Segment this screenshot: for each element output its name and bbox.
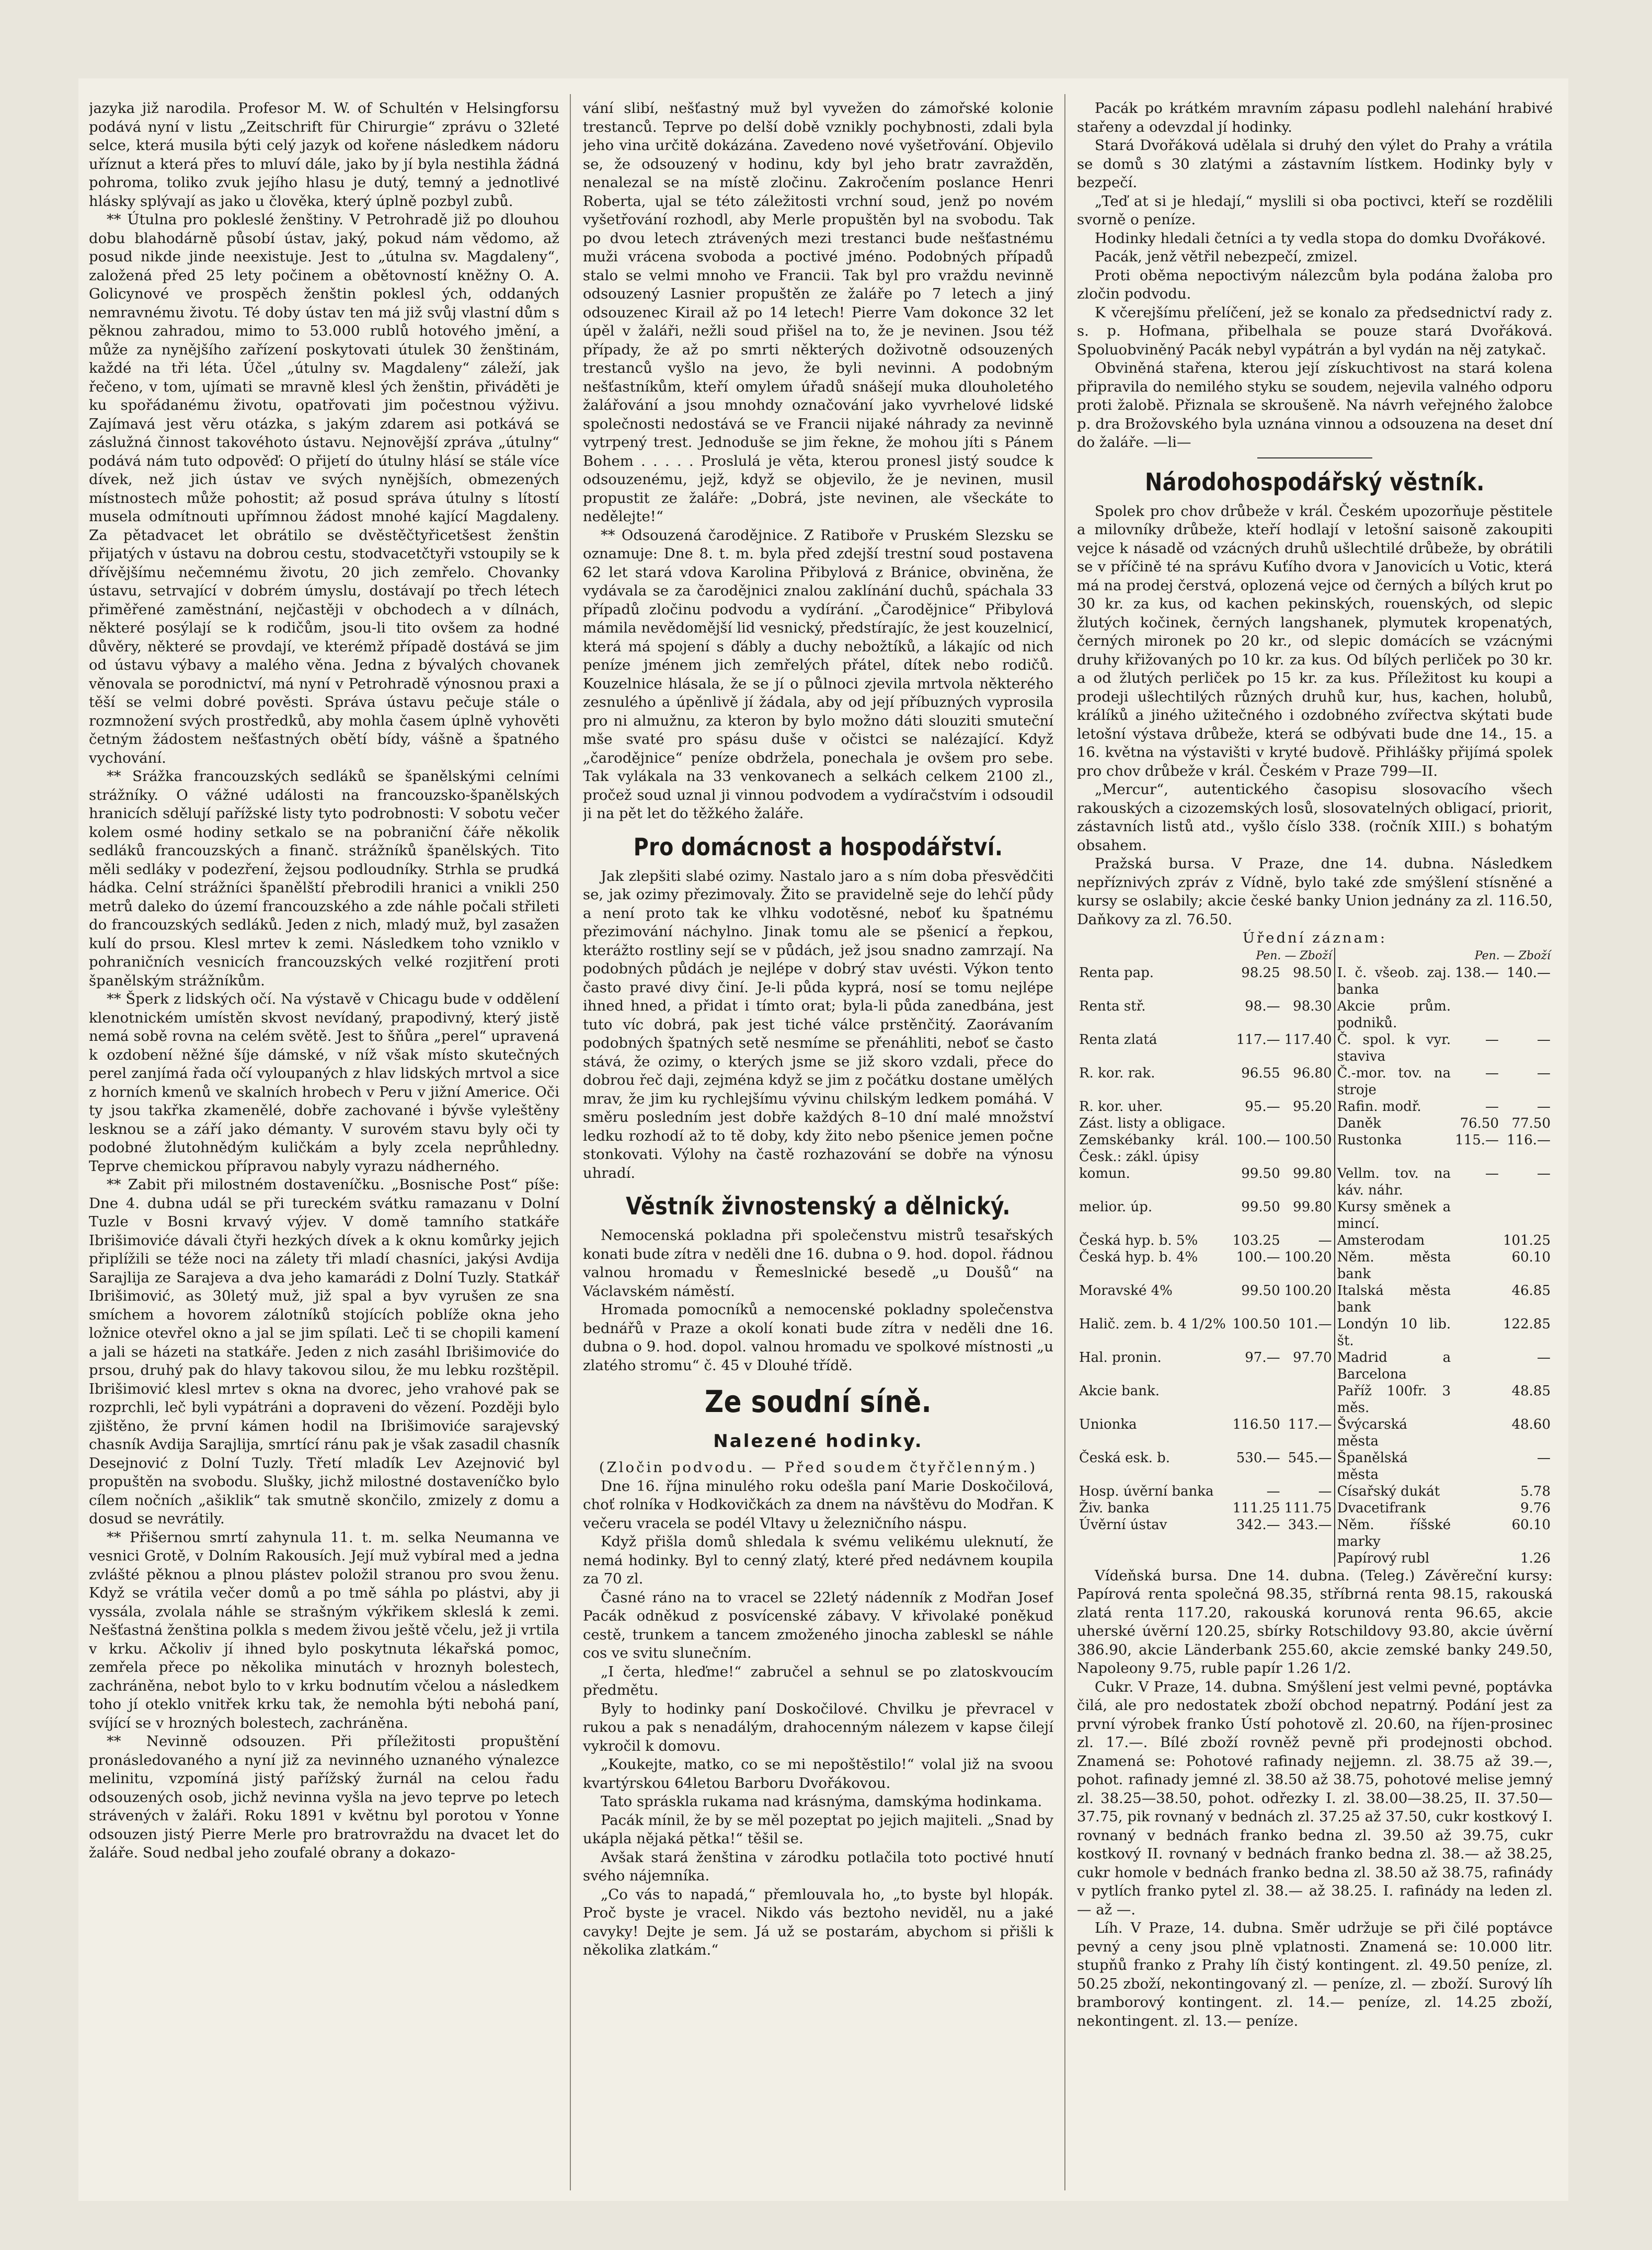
rates-cell (1453, 1232, 1501, 1249)
rates-cell (1453, 1282, 1501, 1316)
rates-cell: Švýcarská města (1337, 1416, 1407, 1449)
article-paragraph: ** Odsouzená čarodějnice. Z Ratiboře v Pruském Slezsku se oznamuje: Dne 8. t. m. byla před zdejší trestní soud postavena 62 let stará vdova Karolina Přibylová z Bránice, obviněna, že vydávala se za čarodějnici znalou zaklínání duchů, spáchala 33 případů zločinu podvodu a vydírání. „Čarodějnice“ Přibylová mámila nevědomější lid vesnický, předstírajíc, že jest kouzelnicí, která má spojení s ďábly a duchy nebožtíků, a lákajíc od nich peníze jménem jich zemřelých přátel, dítek nebo rodičů. Kouzelnice hlásala, že se jí o půlnoci zjevila mrtvola některého zesnulého a úpěnlivě jí žádala, aby od její příbuzných vyprosila pro ni almužnu, za kteron by bylo možno dáti slouziti smuteční mše svaté pro spásu duše v očistci se nalézající. Když „čarodějnice“ peníze obdržela, ponechala je ovšem pro sebe. Tak vylákala na 33 venkovanech a selkách celkem 2100 zl., pročež soud uznal ji vinnou podvodem a vydíračstvím i odsoudil ji na pět let do těžkého žaláře. (583, 526, 1053, 822)
rates-cell: 99.50 (1241, 1282, 1280, 1299)
rates-cell: — (1485, 1065, 1499, 1081)
rates-cell (1453, 1349, 1501, 1383)
rates-cell (1282, 1115, 1335, 1132)
rates-cell: — (1485, 1165, 1499, 1181)
rates-cell: Vellm. tov. na káv. náhr. (1337, 1165, 1451, 1198)
rates-cell: 48.60 (1511, 1416, 1551, 1432)
rates-cell: 9.76 (1520, 1500, 1551, 1516)
rates-cell: 60.10 (1511, 1249, 1551, 1265)
rates-table (1077, 948, 1553, 1567)
article-paragraph: jazyka již narodila. Profesor M. W. of Schultén v Helsingforsu podává nyní v listu „Zeitschrift für Chirurgie“ zprávu o 32leté selce, která musila býti celý jazyk od kořene následkem nádoru uříznut a která přes to mluví dále, jako by jí byla nestihla žádná pohroma, toliko zvuk jejího hlasu je dutý, temný a jednotlivé hlásky splývají as jako u člověka, který úplně pozbyl zubů. (89, 100, 559, 210)
rates-cell: Rafin. modř. (1337, 1098, 1421, 1115)
rates-cell: Živ. banka (1079, 1500, 1150, 1516)
rates-cell: Česká esk. b. (1079, 1450, 1171, 1466)
rates-cell: 100.50 (1232, 1316, 1280, 1332)
rates-header-cell: Pen. — Zboží (1231, 948, 1335, 965)
rates-cell (1282, 1383, 1335, 1416)
rates-cell: 46.85 (1511, 1282, 1551, 1299)
rates-cell (1453, 1316, 1501, 1349)
article-paragraph: Spolek pro chov drůbeže v král. Českém upozorňuje pěstitele a milovníky drůbeže, kteří hodlají v letošní saisoně zakoupiti vejce k násadě od vzácných druhů ušlechtilé drůbeže, by obrátili se v příčině té na správu Kuťího dvora v Janovicích u Votic, která má na prodej čerstvá, oplozená vejce od černých a bílých krut po 30 kr. za kus, od kachen pekinských, rouenských, od slepic žlutých kočinek, černých langshanek, plymutek kropenatých, černých mironek po 20 kr., od slepic domácích se vzácnými druhy křižovaných po 10 kr. za kus. Od bílých perliček po 30 kr. a od žlutých perliček po 15 kr. za kus. Příležitost ku koupi a prodeji ušlechtilých různých druhů kur, hus, kachen, holubů, králíků a jiného užitečného i ozdobného zvířectva skýtati bude letošní výstava drůbeže, která se odbývati bude dne 14., 15. a 16. května na výstavišti v kryté budově. Přihlášky přijímá spolek pro chov drůbeže v král. Českém v Praze 799—II. (1077, 502, 1553, 779)
rates-title: Úřední záznam: (1242, 929, 1387, 946)
rates-cell: Úvěrní ústav (1079, 1517, 1167, 1533)
article-paragraph: ** Srážka francouzských sedláků se španělskými celními strážníky. O vážné události na francouzsko-španělských hranicích sdělují pařížské listy tyto podrobnosti: V sobotu večer kolem osmé hodiny setkalo se na pobraniční čáře několik sedláků francouzských a finanč. strážníků španělských. Tito měli sedláky v podezření, žejsou podloudníky. Strhla se prudká hádka. Celní strážníci španělští přebrodili hranici a vnikli 250 metrů daleko do území francouzského a zde náhle počali střileti do francouzských sedláků. Jeden z nich, mladý muž, byl zasažen kulí do prsou. Klesl mrtev k zemi. Následkem toho vzniklo v pohraničních vesnicích francouzských velké rozjitření proti španělským strážníkům. (89, 768, 559, 989)
rates-cell (1231, 1383, 1282, 1416)
rates-row (1077, 1132, 1553, 1165)
column-1 (89, 99, 559, 2185)
rates-cell: Rustonka (1337, 1132, 1402, 1148)
rates-cell (1453, 1416, 1501, 1450)
rates-cell: Kursy směnek a mincí. (1337, 1199, 1451, 1232)
rates-cell: Císařský dukát (1337, 1483, 1440, 1499)
rates-cell: 122.85 (1503, 1316, 1551, 1332)
article-paragraph: Vídeňská bursa. Dne 14. dubna. (Teleg.) Závěreční kursy: Papírová renta společná 98.35, stříbrná renta 98.15, rakouská zlatá renta 117.20, rakouská korunová renta 96.65, akcie uherské úvěrní 120.25, sbírky Rotschildovy 93.80, akcie úvěrní 386.90, akcie Länderbank 255.60, akcie zemské banky 249.50, Napoleony 9.75, ruble papír 1.26 1/2. (1077, 1567, 1553, 1677)
rates-row (1077, 965, 1553, 998)
rates-cell: Unionka (1079, 1416, 1137, 1432)
section-heading-zivnost: Věstník živnostenský a dělnický. (626, 1192, 1011, 1220)
rates-cell: 116.50 (1232, 1416, 1280, 1432)
rates-cell: 100.— (1236, 1132, 1280, 1148)
article-paragraph: Avšak stará ženština v zárodku potlačila toto poctivé hnutí svého nájemníka. (583, 1849, 1053, 1884)
rates-row (1077, 1115, 1553, 1132)
article-paragraph: ** Zabit při milostném dostaveníčku. „Bosnische Post“ píše: Dne 4. dubna udál se při tureckém svátku ramazanu v Dolní Tuzle v Bosni krvavý výjev. V domě tamního statkáře Ibrišimoviće dávali čtyři hezkých dívek a k oknu komůrky jejich připlížili se téže noci na zálety tři mladí chasníci, jakýsi Avdija Sarajlija ze Sarajeva a dva jeho kamarádi z Dolní Tuzly. Statkář Ibrišimović, as 30letý muž, již spal a byv vyrušen ze sna smíchem a hovorem zálotníků stojících poblíže okna jeho ložnice otevřel okno a jal se jim spílati. Leč ti se chopili kamení a jali se házeti na statkáře. Jeden z nich zasáhl Ibrišimoviće do prsou, druhý pak do hlavy takovou silou, že mu lebku rozštěpil. Ibrišimović klesl mrtev s okna na dvorec, jeho vrahové pak se rozprchli, leč byli vypátráni a dopraveni do vězení. Později bylo zjištěno, že první kámen hodil na Ibrišimoviće sarajevský chasník Avdija Sarajlija, smrtící ránu pak je však zasadil chasník Desejnović z Dolní Tuzly. Třetí mladík Lev Azejnović byl propuštěn na svobodu. Slušky, jichž milostné dostaveníčko bylo cílem nočních „ašiklik“ tak smutně skončilo, zmizely z domu a dosud se nevrátily. (89, 1176, 559, 1527)
rates-cell: 98.25 (1241, 965, 1280, 981)
article-paragraph: Pacák po krátkém mravním zápasu podlehl nalehání hrabivé stařeny a odevzdal jí hodinky. (1077, 100, 1553, 135)
rates-row (1077, 1416, 1553, 1450)
rates-cell: Londýn 10 lib. št. (1337, 1316, 1451, 1349)
article-paragraph: Stará Dvořáková udělala si druhý den výlet do Prahy a vrátila se domů s 30 zlatými a zástavním lístkem. Hodinky byly v bezpečí. (1077, 137, 1553, 191)
rates-row (1077, 1249, 1553, 1282)
rates-cell: 99.80 (1282, 1199, 1335, 1232)
rates-cell: Renta pap. (1079, 965, 1154, 981)
article-paragraph: vání slibí, nešťastný muž byl vyvežen do zámořské kolonie trestanců. Teprve po delší době vznikly pochybnosti, zdali byla jeho vina určitě dokázána. Zavedeno nové vyšetřování. Objevilo se, že odsouzený v hodinu, kdy byl jeho bratr zavražděn, nenalezal se na místě zločinu. Zakročením poslance Henri Roberta, ujal se této záležitosti vrchní soud, jenž po novém vyšetřování rozhodl, aby Merle propuštěn byl na svobodu. Tak po dvou letech ztrávených mezi trestanci bude nešťastnému muži vrácena svoboda a poctivé jméno. Podobných případů stalo se velmi mnoho ve Francii. Tak byl pro vraždu nevinně odsouzený Lasnier propuštěn ze žaláře po 7 letech a jiný odsouzenec Kirail až po 14 letech! Pierre Vam dokonce 32 let úpěl v žaláři, nežli soud přišel na to, že je nevinen. Jsou též případy, že až po smrti některých doživotně odsouzených trestanců vyšlo na jevo, že byli nevinni. A podobným nešťastníkům, kteří omylem úřadů snášejí muka dlouholetého žalářování a jsou mnohdy označování jako vyvrhelové lidské společnosti nedostává se ve Francii nijaké náhrady za nevinně vytrpený trest. Jednoduše se jim řekne, že mohou jíti s Pánem Bohem . . . . . Proslulá je věta, kterou pronesl jistý soudce k odsouzenému, jejž, když se objevilo, že je nevinen, musil propustit ze žaláře: „Dobrá, jste nevinen, ale všeckáte to nedělejte!“ (583, 100, 1053, 525)
rates-cell: Španělská města (1337, 1450, 1408, 1483)
rates-cell: Halič. zem. b. 4 1/2% (1079, 1316, 1226, 1332)
rates-cell: Č.-mor. tov. na stroje (1337, 1065, 1451, 1098)
rates-cell: R. kor. uher. (1079, 1098, 1163, 1115)
article-paragraph: „I čerta, hleďme!“ zabručel a sehnul se po zlatoskvoucím předmětu. (583, 1663, 1053, 1698)
rates-cell: 97.70 (1282, 1349, 1335, 1383)
rates-cell: 96.80 (1282, 1065, 1335, 1098)
rates-cell: 77.50 (1511, 1115, 1551, 1131)
rates-cell: 96.55 (1241, 1065, 1280, 1081)
rates-cell: Paříž 100fr. 3 měs. (1337, 1383, 1451, 1416)
article-paragraph: ** Přišernou smrtí zahynula 11. t. m. selka Neumanna ve vesnici Grotě, v Dolním Rakousích. Její muž vybíral med a jedna zvlášté pěknou a plnou plástev položil stranou pro svou ženu. Když se vrátila večer domů a po tmě sáhla po plástvi, aby ji vyssála, zvolala náhle se strašným výkřikem skleslá k zemi. Nešťastná ženština polkla s medem živou ještě včelu, jež ji vrtila v krku. Ačkoliv jí ihned bylo poskytnuta lékařská pomoc, zemřela přece po několika minutách v hroznyh bolestech, zachráněna, nebot bylo to v krku bodnutím včelou a následkem toho jí oteklo vnitřek krku tak, že nemohla býti nebohá paní, svíjící se v hrozných bolestech, zachráněna. (89, 1529, 559, 1731)
rates-cell: Papírový rubl (1337, 1550, 1430, 1566)
rates-cell (1231, 1115, 1282, 1132)
rates-row (1077, 1550, 1553, 1567)
rates-cell: 5.78 (1520, 1483, 1551, 1499)
rates-cell: Něm. říšské marky (1337, 1517, 1451, 1549)
rates-cell (1501, 1199, 1553, 1232)
rates-cell: — (1537, 1349, 1551, 1365)
rates-row (1077, 1450, 1553, 1483)
article-paragraph: Hodinky hledali četníci a ty vedla stopa do domku Dvořákové. (1095, 229, 1546, 247)
rates-cell: — (1537, 1031, 1551, 1048)
rates-cell: 48.85 (1511, 1383, 1551, 1399)
article-paragraph: ** Šperk z lidských očí. Na výstavě v Chicagu bude v oddělení klenotnickém umístěn skvost nevídaný, prapodivný, který jistě nemá sobě rovna na celém světě. Jest to šňůra „perel“ upravená k ozdobení něžné šíje dámské, v níž však místo skutečných perel zanjímá řada očí vyloupaných z hlav lidských mrtvol a sice z horních kmenů ve skalních hrobech v Peru v jižní Americe. Oči ty jsou takřka zkamenělé, dobře zachované i bývše vyleštěny lesknou se a září jako démanty. V surovém stavu byly oči ty podobné žlutohnědým kuličkám a byly zcela neprůhledny. Teprve chemickou přípravou nabyly vyrazu nádherného. (89, 991, 559, 1175)
rates-cell: Renta stř. (1079, 998, 1146, 1014)
rates-cell: Něm. města bank (1337, 1249, 1451, 1282)
rates-cell: 98.30 (1282, 998, 1335, 1031)
article-paragraph: „Co vás to napadá,“ přemlouvala ho, „to byste byl hlopák. Proč byste je vracel. Nikdo vás beztoho neviděl, nu a jaké cavyky! Dejte je sem. Já už se postarám, abychom si přišli k několika zlatkám.“ (583, 1886, 1053, 1958)
article-paragraph: Líh. V Praze, 14. dubna. Směr udržuje se při čilé poptávce pevný a ceny jsou plně vplatnosti. Znamená se: 10.000 litr. stupňů franko z Prahy líh čistý kontingent. zl. 49.50 peníze, zl. 50.25 zboží, nekontingovaný zl. — peníze, zl. — zboží. Surový líh bramborový kontingent. zl. 14.— peníze, zl. 14.25 zboží, nekontingent. zl. 13.— peníze. (1077, 1920, 1553, 2029)
article-paragraph: Když přišla domů shledala k svému velikému uleknutí, že nemá hodinky. Byl to cenný zlatý, které před nedávnem koupila za 70 zl. (583, 1533, 1053, 1587)
rates-cell: Česká hyp. b. 5% (1079, 1232, 1198, 1248)
rates-cell: 117.— (1282, 1416, 1335, 1450)
rates-cell: 1.26 (1520, 1550, 1551, 1566)
rates-cell: Česká hyp. b. 4% (1079, 1249, 1198, 1265)
rates-row (1077, 1098, 1553, 1115)
article-paragraph: ** Nevinně odsouzen. Při příležitosti propuštění pronásledovaného a nyní již za nevinného uznaného výnalezce melinitu, vzpomíná jistý pařížský žurnál na celou řadu odsouzených osob, jichž nevinna vyšla na jevo teprve po letech strávených v žaláři. Roku 1891 v květnu byl porotou v Yonne odsouzen jistý Pierre Merle pro bratrovraždu na dvacet let do žaláře. Soud nedbal jeho zoufalé obrany a dokazo- (89, 1733, 559, 1861)
rates-cell: 98.— (1245, 998, 1280, 1014)
rates-cell (1282, 1550, 1335, 1567)
rates-cell: 103.25 (1232, 1232, 1280, 1248)
rates-cell: — (1266, 1483, 1280, 1499)
rates-cell: 117.40 (1282, 1031, 1335, 1065)
rates-cell: komun. (1079, 1165, 1130, 1181)
rates-cell (1453, 1383, 1501, 1416)
rates-cell: 100.20 (1282, 1249, 1335, 1282)
article-paragraph: Nemocenská pokladna při společenstvu mistrů tesařských konati bude zítra v neděli dne 16. dubna o 9. hod. dopol. řádnou valnou hromadu v Řemeslnické besedě „u Doušů“ na Václavském náměstí. (583, 1227, 1053, 1300)
rates-cell: melior. úp. (1079, 1199, 1153, 1215)
rates-cell: Zemskébanky král. Česk.: zákl. úpisy (1079, 1132, 1229, 1165)
article-paragraph: Obviněná stařena, kterou její získuchtivost na stará kolena připravila do nemilého styku se soudem, nejevila valného odporu proti žalobě. Přiznala se skroušeně. Na návrh veřejného žalobce p. dra Brožovského byla uznána vinnou a odsouzena na deset dní do žaláře. —li— (1077, 360, 1553, 451)
rates-cell: 99.80 (1282, 1165, 1335, 1199)
rates-cell: 60.10 (1511, 1517, 1551, 1533)
rates-row (1077, 1065, 1553, 1098)
rates-cell: 99.50 (1241, 1199, 1280, 1215)
rates-cell: 111.25 (1232, 1500, 1280, 1516)
rates-header-cell (1077, 948, 1231, 965)
rates-cell (1453, 1249, 1501, 1282)
rates-cell: 101.25 (1503, 1232, 1551, 1248)
rates-cell: 115.— (1455, 1132, 1499, 1148)
rates-cell: — (1537, 1065, 1551, 1081)
rates-header-row (1077, 948, 1553, 965)
rates-cell: 343.— (1282, 1517, 1335, 1550)
rates-row (1077, 1383, 1553, 1416)
article-paragraph: Pražská bursa. V Praze, dne 14. dubna. Následkem nepříznivých zpráv z Vídně, bylo také zde smýšlení stísněné a kursy se oslabily; akcie české banky Union jednány za zl. 116.50, Daňkovy za zl. 76.50. (1077, 855, 1553, 928)
rates-cell: 97.— (1245, 1349, 1280, 1365)
rates-row (1077, 1165, 1553, 1199)
section-heading-soudni: Ze soudní síně. (704, 1384, 932, 1419)
rates-cell: — (1537, 1165, 1551, 1181)
rates-cell: — (1282, 1232, 1335, 1249)
rates-cell (1453, 1483, 1501, 1500)
article-paragraph: Byly to hodinky paní Doskočilové. Chvilku je převracel v rukou a pak s nenadálým, drahocenným nálezem v kapse čilejí vykročil k domovu. (583, 1700, 1053, 1754)
column-3 (1077, 99, 1553, 2185)
rates-row (1077, 1199, 1553, 1232)
article-paragraph: Proti oběma nepoctivým nálezcům byla podána žaloba pro zločin podvodu. (1077, 267, 1553, 302)
article-paragraph: Časné ráno na to vracel se 22letý nádenník z Modřan Josef Pacák odněkud z posvícenské zábavy. V křivolaké poněkud cestě, trunkem a tancem zmoženého jinocha zableskl se náhle cos ve svitu slunečním. (583, 1589, 1053, 1661)
column-divider (570, 94, 571, 2190)
article-paragraph: Cukr. V Praze, 14. dubna. Smýšlení jest velmi pevné, poptávka čilá, ale pro nedostatek zboží obchod nepatrný. Podání jest za první výrobek franko Ústí pohotově zl. 20.60, na říjen-prosinec zl. 17.—. Bílé zboží rovněž pevně při prodejnosti obchod. Znamená se: Pohotové rafinady nejjemn. zl. 38.75 až 39.—, pohot. rafinady jemné zl. 38.50 až 38.75, pohotové melise jemný zl. 38.25—38.50, pohot. odřezky I. zl. 38.00—38.25, II. 37.50—37.75, pik rovnaný v bednách zl. 37.25 až 37.50, cukr kostkový I. rovnaný v bednách franko bedna zl. 39.50 až 39.75, cukr kostkový II. rovnaný v bednách franko bedna zl. 38.— až 38.25, cukr homole v bednách franko bedna zl. 38.50 až 38.75, rafinády v pytlích franko pytel zl. 38.— až 38.25. I. rafinády na leden zl. — až —. (1077, 1678, 1553, 1918)
rates-cell: — (1485, 1098, 1499, 1115)
article-title-hodinky: Nalezené hodinky. (713, 1431, 923, 1452)
rates-cell: 117.— (1236, 1031, 1280, 1048)
rates-cell (1077, 1550, 1231, 1567)
rates-cell: 111.75 (1282, 1500, 1335, 1517)
rates-cell: 99.50 (1241, 1165, 1280, 1181)
article-paragraph: Pacák mínil, že by se měl pozeptat po jejich majiteli. „Snad by ukápla nějaká pětka!“ těšil se. (583, 1811, 1053, 1847)
rates-cell: Hosp. úvěrní banka (1079, 1483, 1214, 1499)
rates-row (1077, 1031, 1553, 1065)
article-paragraph: Tato spráskla rukama nad krásnýma, damskýma hodinkama. (601, 1793, 1042, 1810)
article-paragraph: Jak zlepšiti slabé ozimy. Nastalo jaro a s ním doba přesvědčiti se, jak ozimy přezimovaly. Žito se pravidelně seje do lehčí půdy a není proto tak ke vlhku vodotěsné, neboť ku špatnému přezimování náchylno. Jinak tomu ale se pšenicí a řepkou, kterážto rostliny sejí se v půdách, jež jsou snadno zamrzají. Na podobných půdách je nejlépe v dobrý stav uvésti. Výkon tento často pravé divy činí. Je-li půda kyprá, nosí se tomu nejlépe ihned hned, a přidat i tímto orat; byla-li půda zanedbána, jest tuto víc dobrá, pak jest tiché válce prstěnčitý. Zaorávaním podobných špatných setě nesmíme se přenáhliti, neboť se často stává, že ozimy, o kterých jsme se již skoro vzdali, přece do dobrou řeč daji, zejména když se jim z počátku dostane umělých mrav, že jim ku rychlejšímu vývinu chilským ledkem pomáhá. V směru posledním jest dobře každých 8–10 dní malé množství ledku rozhodí až to tě doby, kdy žito nebo pšenice jemen počne stonkovati. Výlohy na častě rozhazování se dobře na výnosu uhradí. (583, 867, 1053, 1181)
rates-cell: Zást. listy a obligace. (1079, 1115, 1226, 1131)
article-paragraph: ** Útulna pro pokleslé ženštiny. V Petrohradě již po dlouhou dobu blahodárně působí ústav, jaký, pokud nám vědomo, až posud nikde jinde neexistuje. Jest to „útulna sv. Magdaleny“, založená před 25 lety počinem a obětovností kněžny O. A. Golicynové ve prospěch ženštin poklesl ých, oddaných nemravnému životu. Té doby ústav ten má již svůj vlastní dům s pěknou zahradou, mimo to 53.000 rublů hotového jmění, a může za nynějšího zařízení poskytovati útulek 30 ženštinám, každé na tři léta. Účel „útulny sv. Magdaleny“ záleží, jak řečeno, v tom, ujímati se mravně klesl ých ženštin, přiváděti je ku spořádanému životu, opatřovati jim počestnou výživu. Zajímavá jest věru otázka, s jakým zdarem asi potkává se záslužná činnost takovéhoto ústavu. Nejnovější zpráva „útulny“ podává nám tuto odpověď: O přijetí do útulny hlásí se stále více dívek, než jich ústav ve svých nynějších, obmezených místnostech může pohostit; až posud správa útulny s lítostí musela odmítnouti upřímnou žádost mnohé kající Magdaleny. Za pětadvacet let obrátilo se dvěstěčtyřicetšest ženštin přijatých v ústavu na dobrou cestu, stodvacetčtyři vstoupily se k dřívějšímu nečemnému životu, 20 jich zemřelo. Chovanky ústavu, setrvající v dobrém úmyslu, dostávají po třech létech přiměřené zaměstnání, nejčastěji v obchodech a v dílnách, některé posýlají se k rodičům, jsou-li tito ovšem za hodné důvěry, některé se provdají, ve kterémž případě dostává se jim od ústavu výbavy a malého věna. Jedna z bývalých chovanek věnovala se porodnictví, má nyní v Petrohradě výnosnou praxi a těší se velmi dobré pověsti. Správa ústavu pečuje stále o rozmnožení svých prostředků, aby mohla časem úplně vyhověti četným žádostem nešťastných obětí bídy, vášně a špatného vychování. (89, 211, 559, 766)
newspaper-page (78, 78, 1568, 2201)
rates-cell: 545.— (1282, 1450, 1335, 1483)
article-paragraph: Dne 16. října minulého roku odešla paní Marie Doskočilová, choť rolníka v Hodkovičkách za dnem na návštěvu do Modřan. K večeru vracela se podél Vltavy u železničního náspu. (583, 1477, 1053, 1532)
rates-header-cell (1335, 948, 1453, 965)
rates-cell: 95.20 (1282, 1098, 1335, 1115)
rates-cell: Madrid a Barcelona (1337, 1349, 1451, 1382)
rates-cell: Akcie prům. podniků. (1337, 998, 1451, 1031)
column-2 (583, 99, 1053, 2185)
article-paragraph: Hromada pomocníků a nemocenské pokladny společenstva bednářů v Praze a okolí konati bude zítra v neděli dne 16. dubna o 9. hod. dopol. valnou hromadu ve spolkové místnosti „u zlatého stromu“ č. 45 v Dlouhé třídě. (583, 1301, 1053, 1374)
rates-row (1077, 998, 1553, 1031)
rates-cell: 101.— (1282, 1316, 1335, 1349)
article-subtitle: (Zločin podvodu. — Před soudem čtyřčlenným.) (599, 1459, 1038, 1476)
rates-cell (1501, 998, 1553, 1031)
rates-header-cell: Pen. — Zboží (1474, 949, 1551, 962)
rates-cell: Dvacetifrank (1337, 1500, 1426, 1516)
rates-cell: Hal. pronin. (1079, 1349, 1162, 1365)
rates-cell: Renta zlatá (1079, 1031, 1157, 1048)
article-paragraph: Pacák, jenž větřil nebezpečí, zmizel. (1095, 248, 1358, 265)
rates-cell: — (1537, 1098, 1551, 1115)
rates-cell: 100.— (1236, 1249, 1280, 1265)
rates-cell (1453, 1450, 1501, 1483)
divider (1257, 457, 1372, 458)
rates-cell: Amsterodam (1337, 1232, 1425, 1248)
rates-row (1077, 1232, 1553, 1249)
rates-cell: 140.— (1507, 965, 1551, 981)
rates-cell: I. č. všeob. zaj. banka (1337, 965, 1451, 997)
rates-cell: 76.50 (1460, 1115, 1499, 1131)
rates-row (1077, 1500, 1553, 1517)
rates-cell: 138.— (1455, 965, 1499, 981)
rates-cell (1453, 998, 1501, 1031)
article-paragraph: „Mercur“, autentického časopisu slosovacího všech rakouských a cizozemských losů, slosovatelných obligací, priorit, zástavních listů atd., vyšlo číslo 338. (ročník XIII.) s bohatým obsahem. (1077, 781, 1553, 854)
rates-row (1077, 1316, 1553, 1349)
rates-cell: 116.— (1507, 1132, 1551, 1148)
rates-cell: — (1485, 1031, 1499, 1048)
section-heading-narodohospodarsky: Národohospodářský věstník. (1145, 467, 1485, 496)
rates-cell: Č. spol. k vyr. staviva (1337, 1031, 1451, 1064)
rates-cell (1453, 1500, 1501, 1517)
article-paragraph: K včerejšímu přelíčení, jež se konalo za předsednictví rady z. s. p. Hofmana, přibelhala se pouze stará Dvořáková. Spoluobviněný Pacák nebyl vypátrán a byl vydán na něj zatykač. (1077, 304, 1553, 358)
rates-cell: Italská města bank (1337, 1282, 1451, 1315)
rates-cell (1231, 1550, 1282, 1567)
rates-cell: — (1282, 1483, 1335, 1500)
rates-row (1077, 1282, 1553, 1316)
rates-cell: Moravské 4% (1079, 1282, 1173, 1299)
rates-cell: 342.— (1236, 1517, 1280, 1533)
article-paragraph: „Koukejte, matko, co se mi nepoštěstilo!“ volal již na svoou kvartýrskou 64letou Barboru Dvořákovou. (583, 1756, 1053, 1792)
rates-cell (1453, 1550, 1501, 1567)
rates-cell: 95.— (1245, 1098, 1280, 1115)
rates-cell (1453, 1199, 1501, 1232)
rates-row (1077, 1517, 1553, 1550)
rates-cell: 98.50 (1282, 965, 1335, 998)
rates-cell: Akcie bank. (1079, 1383, 1160, 1399)
rates-cell: R. kor. rak. (1079, 1065, 1155, 1081)
rates-cell (1453, 1517, 1501, 1550)
rates-row (1077, 1349, 1553, 1383)
rates-row (1077, 1483, 1553, 1500)
section-heading-domacnost: Pro domácnost a hospodářství. (633, 832, 1003, 861)
rates-cell: 530.— (1236, 1450, 1280, 1466)
article-paragraph: „Teď at si je hledají,“ myslili si oba poctivci, kteří se rozdělili svorně o peníze. (1077, 192, 1553, 228)
rates-cell: Daněk (1337, 1115, 1381, 1131)
column-divider (1064, 94, 1065, 2190)
rates-cell: — (1537, 1450, 1551, 1466)
rates-cell: 100.50 (1282, 1132, 1335, 1165)
rates-cell: 100.20 (1282, 1282, 1335, 1316)
